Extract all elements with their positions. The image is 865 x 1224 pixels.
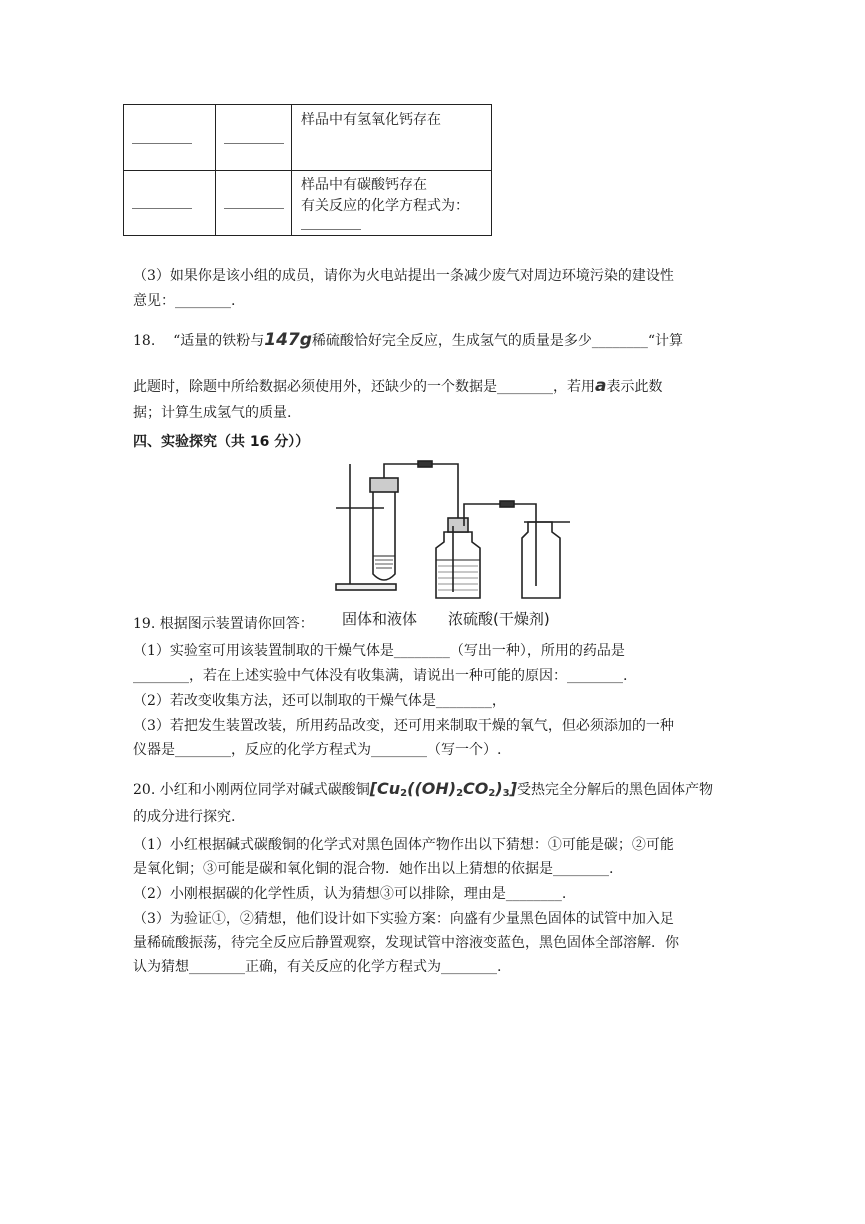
table-cell-phenomenon — [216, 171, 292, 236]
table-cell-phenomenon — [216, 105, 292, 171]
table-cell-operation — [124, 105, 216, 171]
conclusion-text: 样品中有碳酸钙存在 — [301, 177, 427, 193]
mass-formula: 147g — [264, 330, 312, 350]
variable-a: a — [595, 376, 607, 396]
apparatus-diagram — [328, 456, 588, 616]
stopper — [370, 478, 398, 492]
q20-line1 — [133, 779, 713, 799]
q18-line3: 据；计算生成氢气的质量. — [133, 405, 292, 421]
conclusion-text: 样品中有氢氧化钙存在 — [301, 112, 441, 128]
table-cell-conclusion — [292, 105, 492, 171]
q19-part1-line2: ________，若在上述实验中气体没有收集满，请说出一种可能的原因：________. — [133, 668, 628, 684]
equation-prompt: 有关反应的化学方程式为： — [301, 198, 469, 214]
q20-part1-line2: 是氧化铜；③可能是碳和氧化铜的混合物．她作出以上猜想的依据是________. — [133, 861, 614, 877]
q18-line1 — [133, 330, 683, 350]
q18-text: 此题时，除题中所给数据必须使用外，还缺少的一个数据是________，若用 — [133, 379, 595, 395]
q20-part3-line3: 认为猜想________正确，有关反应的化学方程式为________. — [133, 959, 502, 975]
q17-part3-line1: （3）如果你是该小组的成员，请你为火电站提出一条减少废气对周边环境污染的建设性 — [133, 268, 674, 284]
figure-caption-left: 固体和液体 — [342, 610, 418, 628]
q20-part3-line1: （3）为验证①，②猜想，他们设计如下实验方案：向盛有少量黑色固体的试管中加入足 — [133, 911, 674, 927]
q20-text: 20. 小红和小刚两位同学对碱式碳酸铜 — [133, 782, 370, 798]
q20-line2: 的成分进行探究. — [133, 809, 236, 825]
test-tube — [373, 478, 395, 580]
table-cell-operation — [124, 171, 216, 236]
q19-intro: 19. 根据图示装置请你回答： — [133, 616, 314, 632]
q19-part2: （2）若改变收集方法，还可以制取的干燥气体是________， — [133, 693, 506, 709]
q19-part3-line2: 仪器是________，反应的化学方程式为________（写一个）. — [133, 742, 502, 758]
blank-line — [132, 208, 192, 209]
table-cell-conclusion — [292, 171, 492, 236]
q17-part3-line2: 意见：________. — [133, 293, 236, 309]
q18-line2 — [133, 376, 662, 396]
stand-base — [336, 584, 396, 590]
q20-text: 受热完全分解后的黑色固体产物 — [516, 782, 713, 798]
q19-part1-line1: （1）实验室可用该装置制取的干燥气体是________（写出一种），所用的药品是 — [133, 643, 625, 659]
basic-copper-carbonate-formula: $[Cu_2((OH)_2CO_2)_3]$ — [369, 779, 517, 799]
figure-caption-right: 浓硫酸(干燥剂) — [448, 610, 550, 628]
drying-bottle — [436, 532, 480, 598]
q18-text: 表示此数 — [606, 379, 663, 395]
q19-part3-line1: （3）若把发生装置改装，所用药品改变，还可用来制取干燥的氧气，但必须添加的一种 — [133, 718, 674, 734]
blank-line — [132, 143, 192, 144]
blank-line — [224, 143, 284, 144]
section-heading: 四、实验探究（共 16 分）） — [133, 434, 310, 450]
collection-bottle — [522, 522, 560, 598]
q20-part2: （2）小刚根据碳的化学性质，认为猜想③可以排除，理由是________. — [133, 886, 567, 902]
blank-line — [301, 229, 361, 230]
question-number: 18. — [133, 333, 156, 349]
blank-line — [224, 208, 284, 209]
q18-text: “适量的铁粉与 — [173, 333, 265, 349]
q20-part3-line2: 量稀硫酸振荡，待完全反应后静置观察，发现试管中溶液变蓝色，黑色固体全部溶解．你 — [133, 935, 679, 951]
q20-part1-line1: （1）小红根据碱式碳酸铜的化学式对黑色固体产物作出以下猜想：①可能是碳；②可能 — [133, 837, 674, 853]
q18-text: 稀硫酸恰好完全反应，生成氢气的质量是多少________“计算 — [311, 333, 684, 349]
experiment-table — [123, 104, 492, 236]
